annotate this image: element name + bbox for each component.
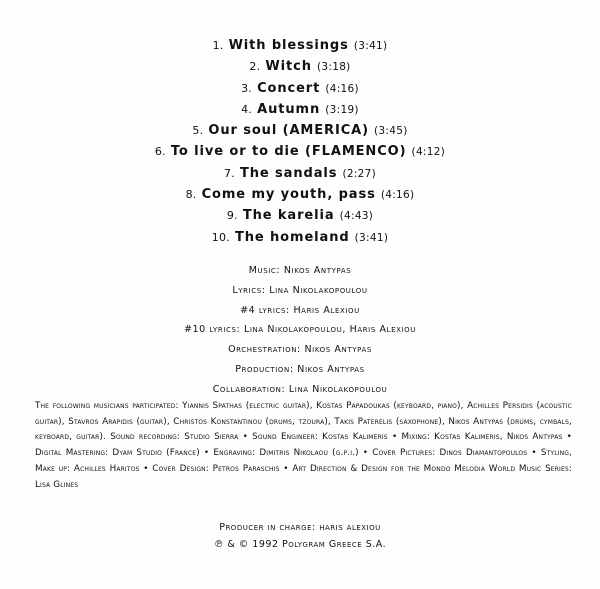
track-item — [0, 118, 600, 139]
track-duration: (3:41) — [353, 40, 388, 52]
track-duration: (4:43) — [339, 210, 374, 223]
credit-track10-lyrics: #10 lyrics: Lina Nikolakopoulou, Haris Alexiou — [183, 324, 417, 336]
track-number: 3. — [241, 81, 252, 95]
track-number: 10. — [211, 230, 230, 244]
track-item — [0, 97, 600, 118]
track-title: To live or to die (FLAMENCO) — [170, 144, 407, 160]
copyright-line: ℗ & © 1992 Polygram Greece S.A. — [213, 539, 387, 550]
track-number: 8. — [185, 188, 197, 202]
track-title: Autumn — [257, 101, 321, 117]
track-number: 5. — [192, 124, 204, 138]
track-duration: (3:45) — [374, 125, 408, 138]
footer — [0, 519, 600, 553]
track-title: Come my youth, pass — [201, 187, 376, 203]
track-duration: (4:16) — [325, 82, 359, 95]
track-title: The sandals — [239, 165, 338, 181]
credit-collaboration: Collaboration: Lina Nikolakopoulou — [212, 383, 388, 395]
track-duration: (3:19) — [325, 103, 359, 116]
tracklist — [0, 33, 600, 246]
musicians-paragraph: The following musicians participated: Yiannis Spathas (electric guitar), Kostas Papadoukas (keyboard, piano), Achilles Persidis (acoustic guitar), Stavros Arapidis (guitar), Christos Konstantinou (drums, tzoura), Takis Paterelis (saxophone), Nikos Antypas (drums, cymbals, keyboard, guitar). Sound recording: Studio Sierra • Sound Engineer: Kostas Kalimeris • Mixing: Kostas Kalimeris, Nikos Antypas • Digital Mastering: Dyam Studio (France) • Engraving: Dimitris Nikolaou (g.p.i.) • Cover Pictures: Dinos Diamantopoulos • Styling, Make up: Achilles Haritos • Cover Design: Petros Paraschis • Art Direction & Design for the Mondo Melodia World Music Series: Lisa Glines — [35, 401, 572, 490]
track-duration: (3:18) — [317, 61, 351, 74]
track-duration: (2:27) — [342, 167, 377, 180]
credits-block — [0, 261, 600, 400]
track-title: Witch — [265, 59, 312, 75]
credit-orchestration: Orchestration: Nikos Antypas — [228, 344, 372, 356]
track-item — [0, 161, 600, 182]
track-item — [0, 182, 600, 203]
track-number: 7. — [223, 166, 235, 180]
track-item — [0, 76, 600, 97]
track-item — [0, 225, 600, 246]
track-item — [0, 33, 600, 54]
producer-line: Producer in charge: haris alexiou — [219, 522, 381, 533]
track-item — [0, 203, 600, 224]
credit-music: Music: Nikos Antypas — [248, 265, 352, 276]
track-title: Concert — [257, 80, 321, 96]
credit-track4-lyrics: #4 lyrics: Haris Alexiou — [240, 304, 360, 316]
track-item — [0, 54, 600, 75]
track-item — [0, 139, 600, 160]
track-title: The homeland — [234, 229, 350, 245]
track-number: 1. — [212, 39, 224, 52]
track-title: The karelia — [242, 208, 335, 224]
track-title: Our soul (AMERICA) — [208, 123, 369, 139]
credit-lyrics: Lyrics: Lina Nikolakopoulou — [232, 284, 368, 296]
track-number: 2. — [249, 60, 261, 74]
track-number: 9. — [226, 209, 238, 223]
track-title: With blessings — [228, 38, 349, 53]
track-duration: (3:41) — [354, 231, 389, 244]
track-number: 4. — [241, 102, 253, 116]
track-duration: (4:12) — [411, 146, 446, 159]
track-number: 6. — [154, 145, 166, 159]
track-duration: (4:16) — [380, 189, 415, 202]
credit-production: Production: Nikos Antypas — [235, 363, 365, 375]
